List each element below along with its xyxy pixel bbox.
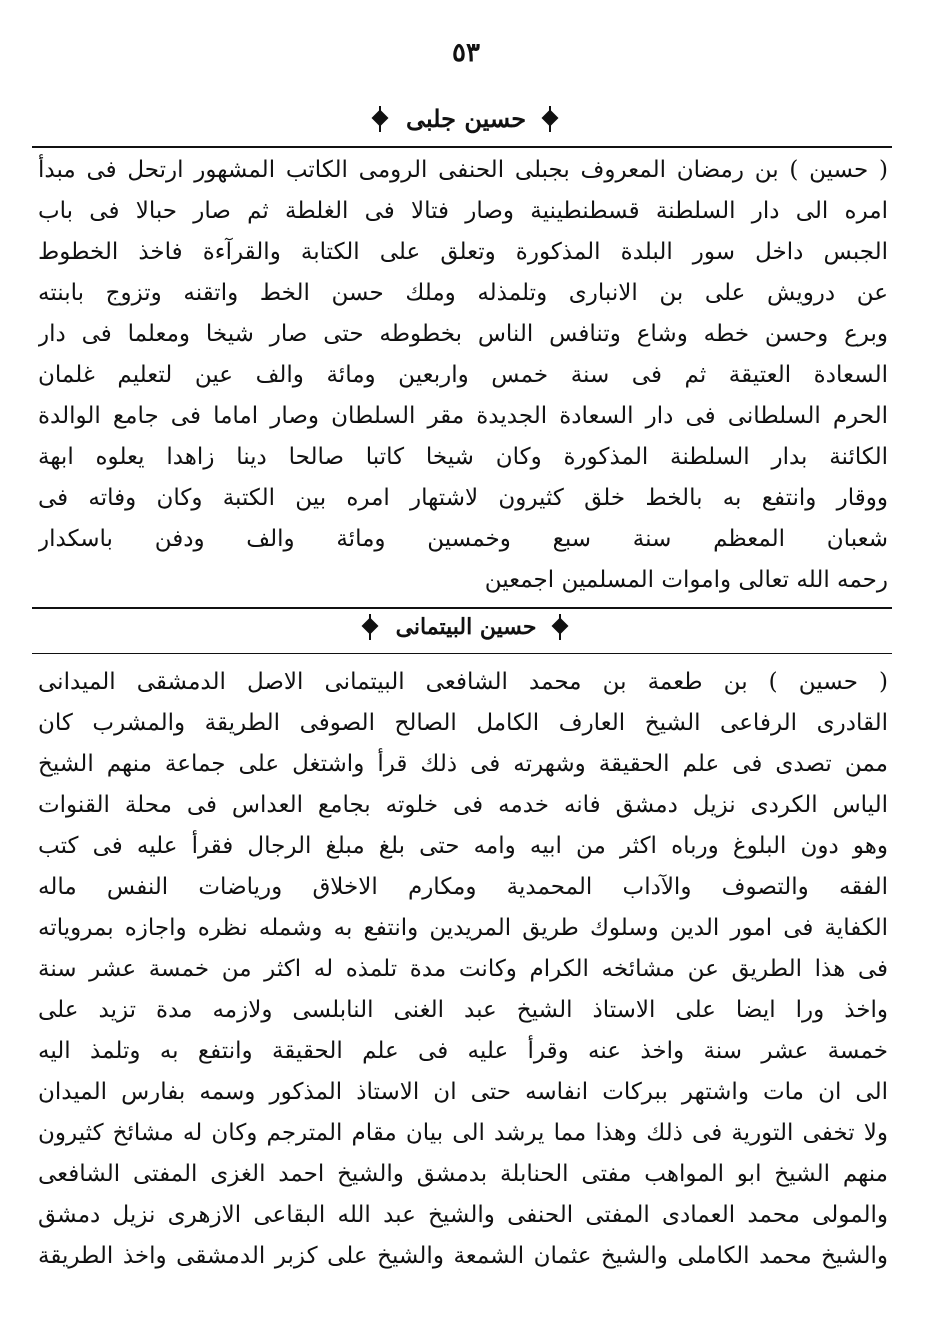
heading-rule-2 (32, 653, 892, 654)
text-line: ممن تصدى فى علم الحقيقة وشهرته فى ذلك قرأ واشتغل على جماعة منهم الشيخ (38, 751, 888, 777)
text-line: القادرى الرفاعى الشيخ العارف الكامل الصالح الصوفى الطريقة والمشرب كان (38, 710, 888, 736)
text-line: الكائنة بدار السلطنة المذكورة وكان شيخا كاتبا صالحا دينا زاهدا يعلوه ابهة (38, 444, 888, 470)
ornament-icon (360, 614, 382, 640)
text-line: خمسة عشر سنة واخذ عنه وقرأ عليه فى علم الحقيقة وانتفع به وتلمذ اليه (38, 1038, 888, 1064)
text-line: ( حسين ) بن رمضان المعروف بجبلى الحنفى الرومى الكاتب المشهور ارتحل فى مبدأ (38, 157, 888, 183)
entry-heading-2 (0, 614, 932, 640)
entry-heading-1 (0, 104, 932, 133)
text-line: الحرم السلطانى فى دار السعادة الجديدة مقر السلطان وصار اماما فى جامع الوالدة (38, 403, 888, 429)
text-line: ( حسين ) بن طعمة بن محمد الشافعى البيتمانى الاصل الدمشقى الميدانى (38, 669, 888, 695)
ornament-icon (550, 614, 572, 640)
text-line: شعبان المعظم سنة سبع وخمسين ومائة والف ودفن باسكدار (38, 526, 888, 552)
text-line: والشيخ محمد الكاملى والشيخ عثمان الشمعة والشيخ على كزبر الدمشقى واخذ الطريقة (38, 1243, 888, 1269)
text-line: ووقار وانتفع به بالخط خلق كثيرون لاشتهار امره بين الكتبة وكان وفاته فى (38, 485, 888, 511)
heading-rule-1 (32, 146, 892, 148)
text-line: فى هذا الطريق عن مشائخه الكرام وكانت مدة تلمذه له اكثر من خمسة عشر سنة (38, 956, 888, 982)
text-line: السعادة العتيقة ثم فى سنة خمس واربعين ومائة والف عين لتعليم غلمان (38, 362, 888, 388)
text-line: واخذ ورا ايضا على الاستاذ الشيخ عبد الغنى النابلسى ولازمه مدة تزيد على (38, 997, 888, 1023)
page-number: ٥٣ (452, 38, 480, 68)
entry-title-1: حسين جلبى (405, 104, 527, 133)
text-line: والمولى محمد العمادى المفتى الحنفى والشيخ عبد الله البقاعى الازهرى نزيل دمشق (38, 1202, 888, 1228)
ornament-icon (540, 106, 562, 132)
text-line: الياس الكردى نزيل دمشق فانه خدمه فى خلوته بجامع العداس فى محلة القنوات (38, 792, 888, 818)
entry-title-2: حسين البيتمانى (395, 614, 537, 640)
text-line: الى ان مات واشتهر ببركات انفاسه حتى ان الاستاذ المذكور وسمه بفارس الميدان (38, 1079, 888, 1105)
text-line: ولا تخفى التورية فى ذلك وهذا مما يرشد الى بيان مقام المترجم وكان له مشائخ كثيرون (38, 1120, 888, 1146)
text-line: امره الى دار السلطنة قسطنطينية وصار فتالا فى الغلطة ثم صار حبالا فى باب (38, 198, 888, 224)
text-line: الفقه والتصوف والآداب المحمدية ومكارم الاخلاق ورياضات النفس ماله (38, 874, 888, 900)
entry-body-2 (38, 662, 888, 1277)
separator-rule-1 (32, 607, 892, 609)
text-line: منهم الشيخ ابو المواهب مفتى الحنابلة بدمشق والشيخ احمد الغزى المفتى الشافعى (38, 1161, 888, 1187)
ornament-icon (370, 106, 392, 132)
text-line: عن درويش على بن الانبارى وتلمذله وملك حسن الخط واتقنه وتزوج بابنته (38, 280, 888, 306)
text-line: الجبس داخل سور البلدة المذكورة وتعلق على الكتابة والقرآءة فاخذ الخطوط (38, 239, 888, 265)
text-line: وبرع وحسن خطه وشاع وتنافس الناس بخطوطه حتى صار شيخا ومعلما فى دار (38, 321, 888, 347)
text-line: وهو دون البلوغ ورباه اكثر من ابيه وامه حتى بلغ مبلغ الرجال فقرأ عليه فى كتب (38, 833, 888, 859)
text-line: رحمه الله تعالى واموات المسلمين اجمعين (484, 567, 888, 593)
text-line: الكفاية فى امور الدين وسلوك طريق المريدين وانتفع به وشمله نظره واجازه بمروياته (38, 915, 888, 941)
entry-body-1 (38, 150, 888, 601)
